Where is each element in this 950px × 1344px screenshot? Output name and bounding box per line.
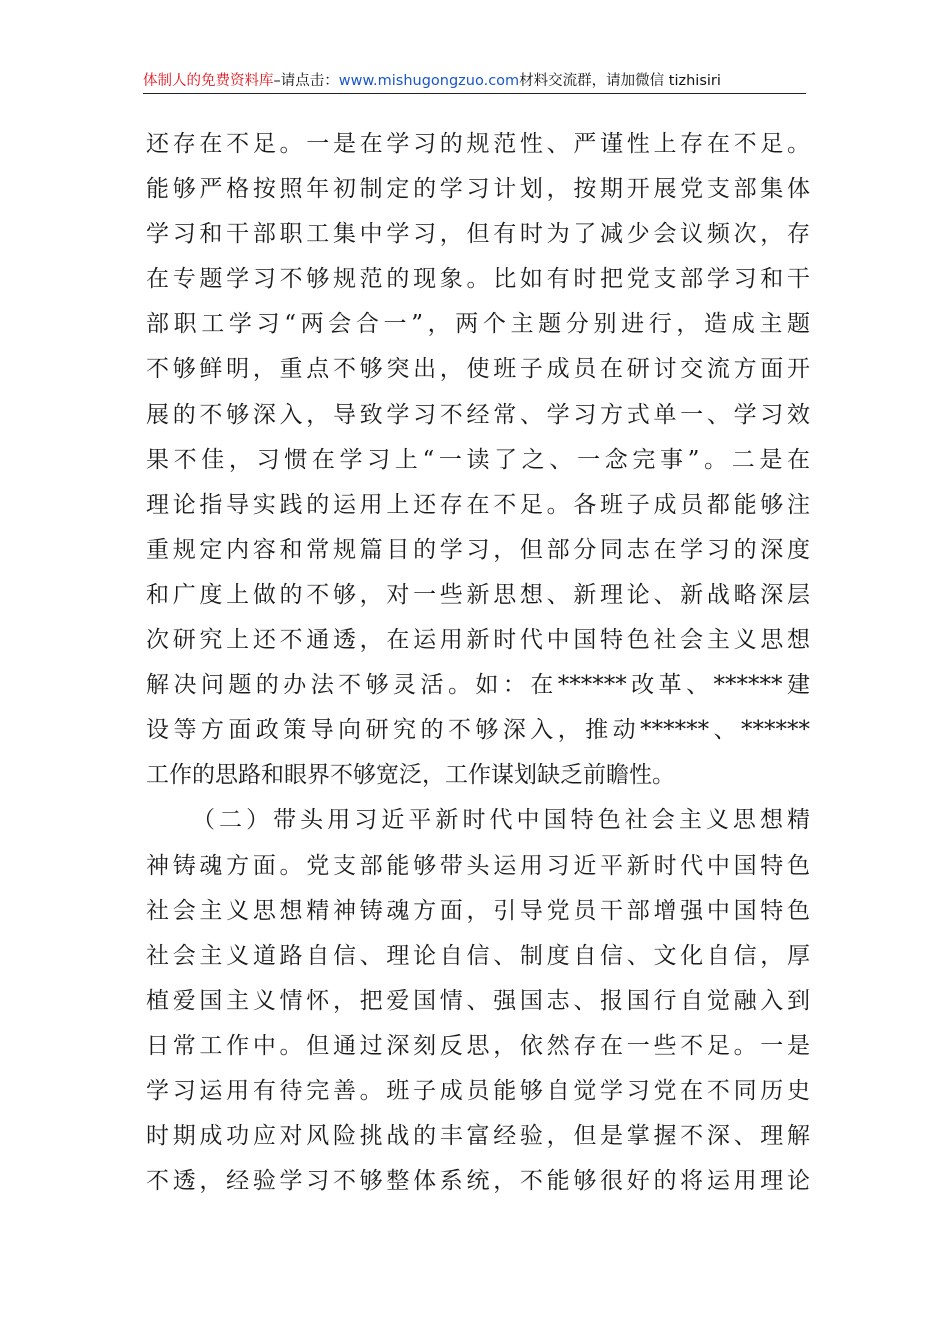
header-site-name: 体制人的免费资料库 [143,73,274,89]
text-line: 设等方面政策导向研究的不够深入，推动******、****** [146,717,810,744]
text-line: 日常工作中。但通过深刻反思，依然存在一些不足。一是 [146,1032,810,1059]
text-line: 时期成功应对风险挑战的丰富经验，但是掌握不深、理解 [146,1123,810,1150]
text-line: 不透，经验学习不够整体系统，不能够很好的将运用理论 [146,1168,810,1195]
text-line: 能够严格按照年初制定的学习计划，按期开展党支部集体 [146,176,810,203]
text-line: 植爱国主义情怀，把爱国情、强国志、报国行自觉融入到 [146,987,810,1014]
text-line: 和广度上做的不够，对一些新思想、新理论、新战略深层 [146,581,810,608]
text-line: 理论指导实践的运用上还存在不足。各班子成员都能够注 [146,491,810,518]
text-line: 不够鲜明，重点不够突出，使班子成员在研讨交流方面开 [146,356,810,383]
text-line: 在专题学习不够规范的现象。比如有时把党支部学习和干 [146,266,810,293]
text-line: 果不佳，习惯在学习上“一读了之、一念完事”。二是在 [146,446,810,473]
text-line: 次研究上还不通透，在运用新时代中国特色社会主义思想 [146,627,810,654]
text-line: 重规定内容和常规篇目的学习，但部分同志在学习的深度 [146,536,810,563]
header-divider [143,93,806,94]
text-line: 神铸魂方面。党支部能够带头运用习近平新时代中国特色 [146,852,810,879]
text-line: 部职工学习“两会合一”，两个主题分别进行，造成主题 [146,311,810,338]
text-line: 展的不够深入，导致学习不经常、学习方式单一、学习效 [146,401,810,428]
header-wechat-note: 材料交流群，请加微信 tizhisiri [519,73,721,89]
text-line: 社会主义思想精神铸魂方面，引导党员干部增强中国特色 [146,897,810,924]
text-line: 学习和干部职工集中学习，但有时为了减少会议频次，存 [146,221,810,248]
document-body [146,122,810,1204]
section-heading-line: （二）带头用习近平新时代中国特色社会主义思想精 [192,807,810,834]
text-line: 工作的思路和眼界不够宽泛，工作谋划缺乏前瞻性。 [146,762,675,789]
text-line: 学习运用有待完善。班子成员能够自觉学习党在不同历史 [146,1077,810,1104]
text-line: 还存在不足。一是在学习的规范性、严谨性上存在不足。 [146,131,810,157]
header-click-prompt: –请点击： [273,73,339,89]
header-url-link[interactable]: www.mishugongzuo.com [338,73,520,89]
text-line: 社会主义道路自信、理论自信、制度自信、文化自信，厚 [146,942,810,969]
text-line: 解决问题的办法不够灵活。如：在******改革、******建 [146,672,810,699]
page-header [143,68,806,94]
